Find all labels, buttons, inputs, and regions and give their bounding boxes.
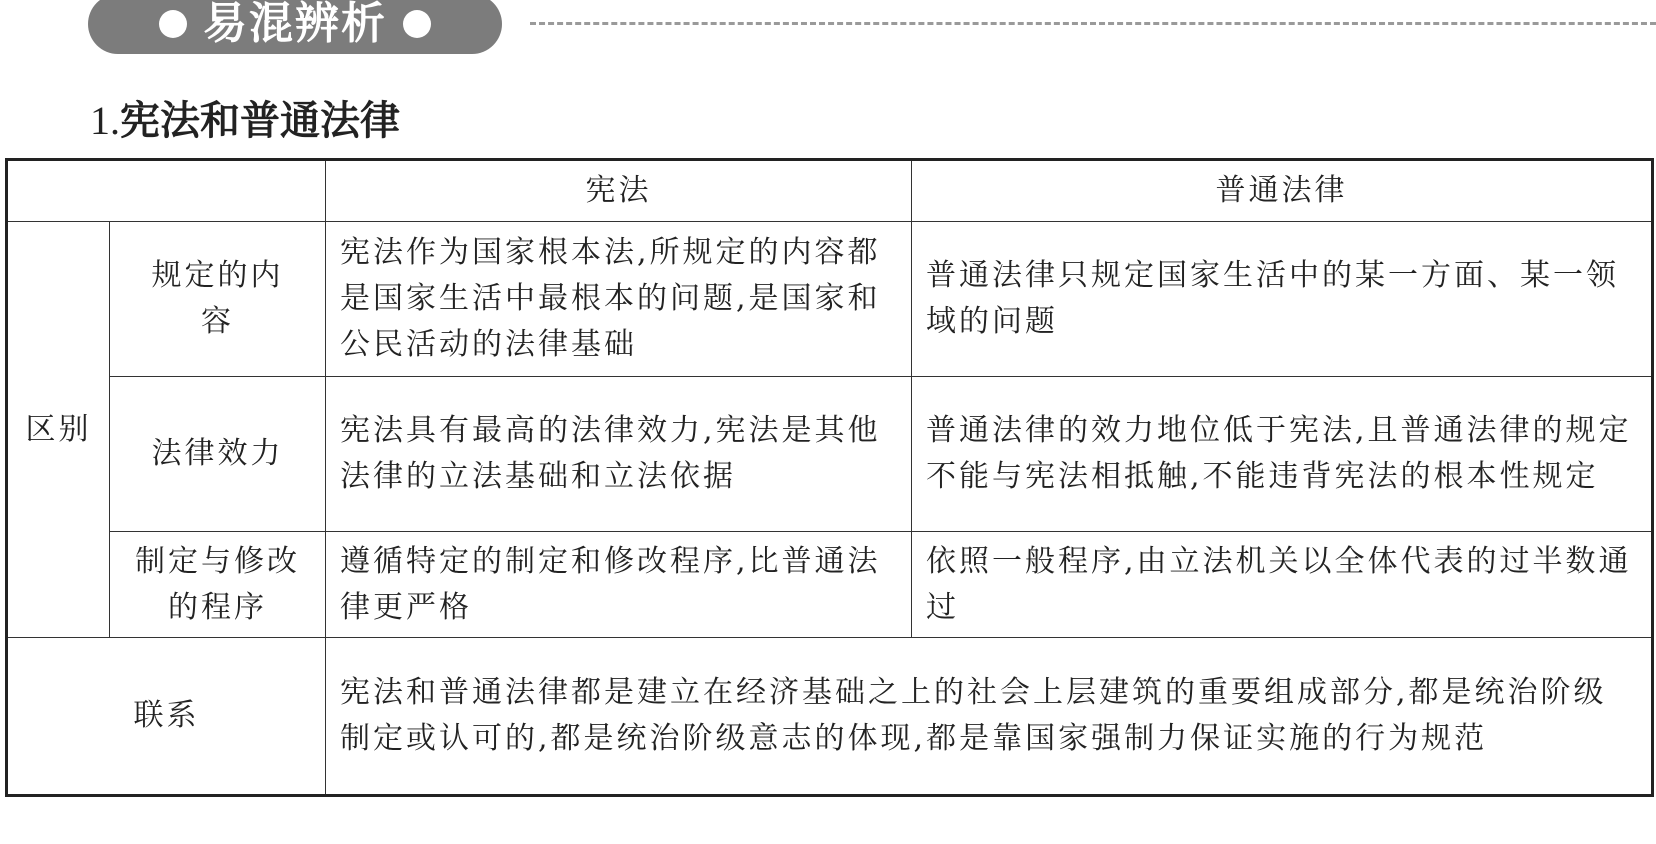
section-heading [90, 92, 400, 150]
section-banner [88, 0, 502, 54]
bullet-dot-icon [159, 10, 187, 38]
section-number: 1. [90, 98, 120, 143]
constitution-cell: 遵循特定的制定和修改程序,比普通法律更严格 [326, 532, 912, 638]
link-label: 联系 [7, 638, 326, 796]
table-row [7, 222, 1653, 377]
ordinary-law-cell: 依照一般程序,由立法机关以全体代表的过半数通过 [912, 532, 1653, 638]
link-text-cell: 宪法和普通法律都是建立在经济基础之上的社会上层建筑的重要组成部分,都是统治阶级制定或认可的,都是统治阶级意志的体现,都是靠国家强制力保证实施的行为规范 [326, 638, 1653, 796]
table-row [7, 532, 1653, 638]
link-row [7, 638, 1653, 796]
table-row [7, 377, 1653, 532]
row-label: 制定与修改的程序 [110, 532, 326, 638]
bullet-dot-icon [403, 10, 431, 38]
comparison-table [5, 158, 1654, 797]
table-header-row [7, 160, 1653, 222]
row-label: 规定的内容 [110, 222, 326, 377]
constitution-cell: 宪法作为国家根本法,所规定的内容都是国家生活中最根本的问题,是国家和公民活动的法律基础 [326, 222, 912, 377]
header-corner-cell [7, 160, 326, 222]
banner-title: 易混辨析 [203, 0, 387, 49]
ordinary-law-cell: 普通法律的效力地位低于宪法,且普通法律的规定不能与宪法相抵触,不能违背宪法的根本性规定 [912, 377, 1653, 532]
row-label: 法律效力 [110, 377, 326, 532]
group-label-difference: 区别 [7, 222, 110, 638]
constitution-cell: 宪法具有最高的法律效力,宪法是其他法律的立法基础和立法依据 [326, 377, 912, 532]
ordinary-law-cell: 普通法律只规定国家生活中的某一方面、某一领域的问题 [912, 222, 1653, 377]
section-title: 宪法和普通法律 [120, 98, 400, 144]
column-header-ordinary-law: 普通法律 [912, 160, 1653, 222]
dashed-divider [530, 22, 1656, 25]
column-header-constitution: 宪法 [326, 160, 912, 222]
